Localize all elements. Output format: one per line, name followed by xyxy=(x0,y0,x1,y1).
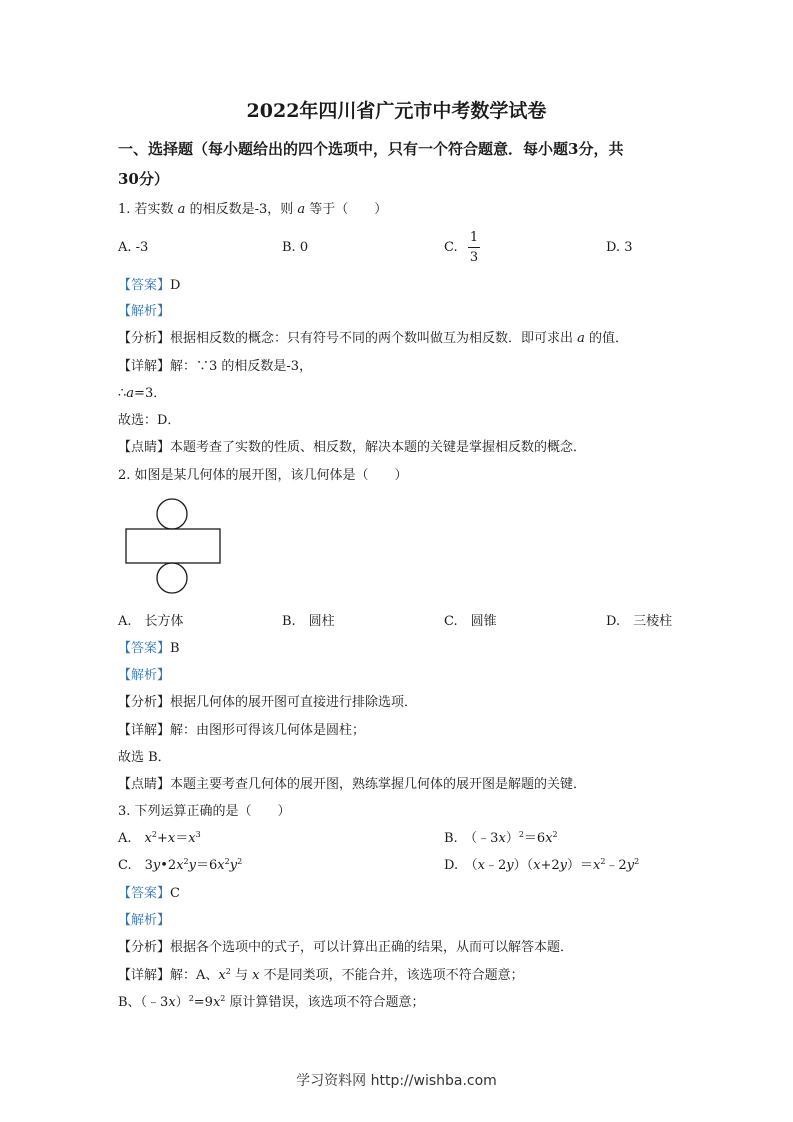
q1-option-c-fraction: 1 3 xyxy=(469,230,479,265)
q1-option-d: D. 3 xyxy=(606,240,633,255)
footer-watermark: 学习资料网 http://wishba.com xyxy=(296,1073,497,1089)
q1-xiangjie: 【详解】解：∵3 的相反数是-3， xyxy=(118,359,313,374)
q3-answer: 【答案】C xyxy=(118,886,180,901)
q1-option-a: A. -3 xyxy=(118,240,149,255)
q1-stem: 1. 若实数 a 的相反数是-3，则 a 等于（ ） xyxy=(118,202,388,217)
q2-option-d: D. 三棱柱 xyxy=(606,614,673,629)
q3-option-c: C. $3y•2x^2y=6x^2y^2$ xyxy=(118,857,243,873)
q3-option-d: D. $(x﹣2y)(x+2y)=x^2﹣2y^2$ xyxy=(444,857,640,873)
q2-option-c: C. 圆锥 xyxy=(444,614,497,629)
q3-line-b: B、$(﹣3x)^2=9x^2$ 原计算错误，该选项不符合题意； xyxy=(118,994,425,1010)
page-title: 2022年四川省广元市中考数学试卷 xyxy=(246,100,547,122)
q1-analysis-label: 【解析】 xyxy=(118,304,171,319)
bottom-circle xyxy=(157,563,187,593)
cylinder-net-figure xyxy=(124,496,224,596)
q2-stem: 2. 如图是某几何体的展开图，该几何体是（ ） xyxy=(118,468,408,483)
q3-fenxi: 【分析】根据各个选项中的式子，可以计算出正确的结果，从而可以解答本题． xyxy=(118,940,574,955)
q2-choose: 故选 B． xyxy=(118,750,171,765)
q1-answer: 【答案】D xyxy=(118,278,181,293)
section-heading-cont: 30分） xyxy=(118,170,169,188)
q1-option-c: C. xyxy=(444,240,458,255)
q1-choose: 故选：D． xyxy=(118,413,181,428)
q2-option-b: B. 圆柱 xyxy=(282,614,335,629)
q3-xiangjie: 【详解】解：A、$x^2$ 与 x 不是同类项，不能合并，该选项不符合题意； xyxy=(118,967,524,983)
lateral-rectangle xyxy=(126,529,220,563)
q3-option-a: A. $x^2+x=x^3$ xyxy=(118,830,201,846)
top-circle xyxy=(157,499,187,529)
section-heading: 一、选择题（每小题给出的四个选项中，只有一个符合题意．每小题3分，共 xyxy=(118,140,624,158)
q2-dianjing: 【点睛】本题主要考查几何体的展开图，熟练掌握几何体的展开图是解题的关键． xyxy=(118,777,587,792)
q2-option-a: A. 长方体 xyxy=(118,614,184,629)
q3-option-b: B. $(﹣3x)^2=6x^2$ xyxy=(444,830,558,846)
q1-therefore: ∴a=3． xyxy=(118,386,167,401)
q2-xiangjie: 【详解】解：由图形可得该几何体是圆柱； xyxy=(118,723,366,738)
q2-answer: 【答案】B xyxy=(118,641,180,656)
q1-option-b: B. 0 xyxy=(282,240,309,255)
q2-fenxi: 【分析】根据几何体的展开图可直接进行排除选项． xyxy=(118,695,418,710)
q1-dianjing: 【点睛】本题考查了实数的性质、相反数，解决本题的关键是掌握相反数的概念． xyxy=(118,440,587,455)
q3-stem: 3. 下列运算正确的是（ ） xyxy=(118,804,291,819)
q1-fenxi: 【分析】根据相反数的概念：只有符号不同的两个数叫做互为相反数．即可求出 a 的值． xyxy=(118,331,629,346)
q3-analysis-label: 【解析】 xyxy=(118,913,171,928)
q2-analysis-label: 【解析】 xyxy=(118,668,171,683)
